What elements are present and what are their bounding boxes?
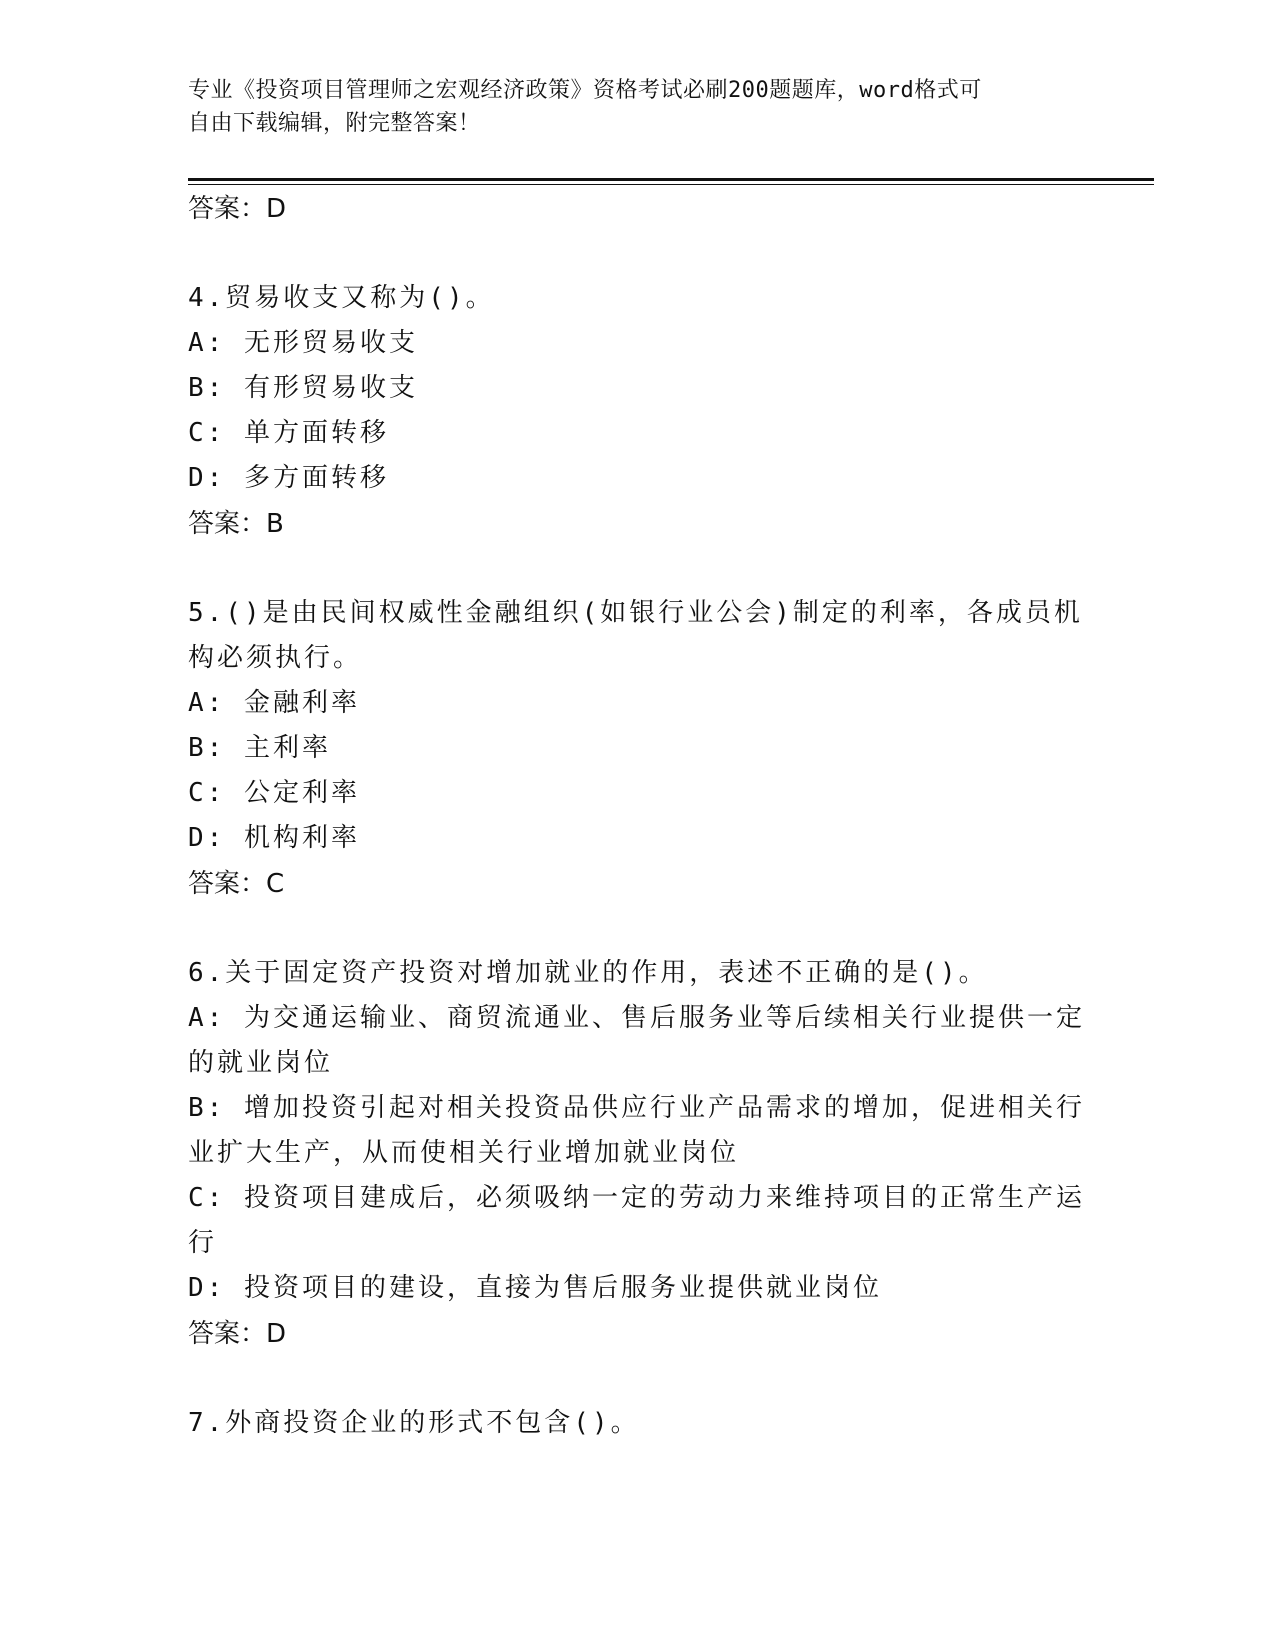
option-b-line-2: 业扩大生产，从而使相关行业增加就业岗位 [188,1138,740,1168]
answer: 答案：B [188,509,284,539]
option-d: D: 机构利率 [188,823,360,853]
option-c-line-1: C: 投资项目建成后，必须吸纳一定的劳动力来维持项目的正常生产运 [188,1183,1085,1213]
question-text-line-1: 5.()是由民间权威性金融组织(如银行业公会)制定的利率，各成员机 [188,598,1083,628]
question-text: 6.关于固定资产投资对增加就业的作用，表述不正确的是()。 [188,958,988,988]
option-a: A: 无形贸易收支 [188,328,418,358]
header-line-2: 自由下载编辑，附完整答案！ [188,111,481,136]
question-4 [188,276,1088,547]
question-list [188,186,1088,1446]
question-text: 7.外商投资企业的形式不包含()。 [188,1408,640,1438]
question-text: 4.贸易收支又称为()。 [188,283,495,313]
option-c: C: 单方面转移 [188,418,389,448]
option-a-line-1: A: 为交通运输业、商贸流通业、售后服务业等后续相关行业提供一定 [188,1003,1085,1033]
answer: 答案：D [188,1319,287,1349]
option-d: D: 投资项目的建设，直接为售后服务业提供就业岗位 [188,1273,882,1303]
header-divider [188,178,1154,185]
option-b-line-1: B: 增加投资引起对相关投资品供应行业产品需求的增加，促进相关行 [188,1093,1085,1123]
option-c: C: 公定利率 [188,778,360,808]
header-line-1: 专业《投资项目管理师之宏观经济政策》资格考试必刷200题题库，word格式可 [188,78,982,103]
question-6 [188,951,1088,1357]
option-b: B: 主利率 [188,733,331,763]
option-d: D: 多方面转移 [188,463,389,493]
answer: 答案：C [188,869,285,899]
question-5 [188,591,1088,907]
question-7 [188,1401,1088,1446]
option-a: A: 金融利率 [188,688,360,718]
previous-answer: 答案：D [188,194,287,224]
option-b: B: 有形贸易收支 [188,373,418,403]
option-c-line-2: 行 [188,1228,218,1258]
question-text-line-2: 构必须执行。 [188,643,363,673]
option-a-line-2: 的就业岗位 [188,1048,334,1078]
page-header [188,74,1068,140]
